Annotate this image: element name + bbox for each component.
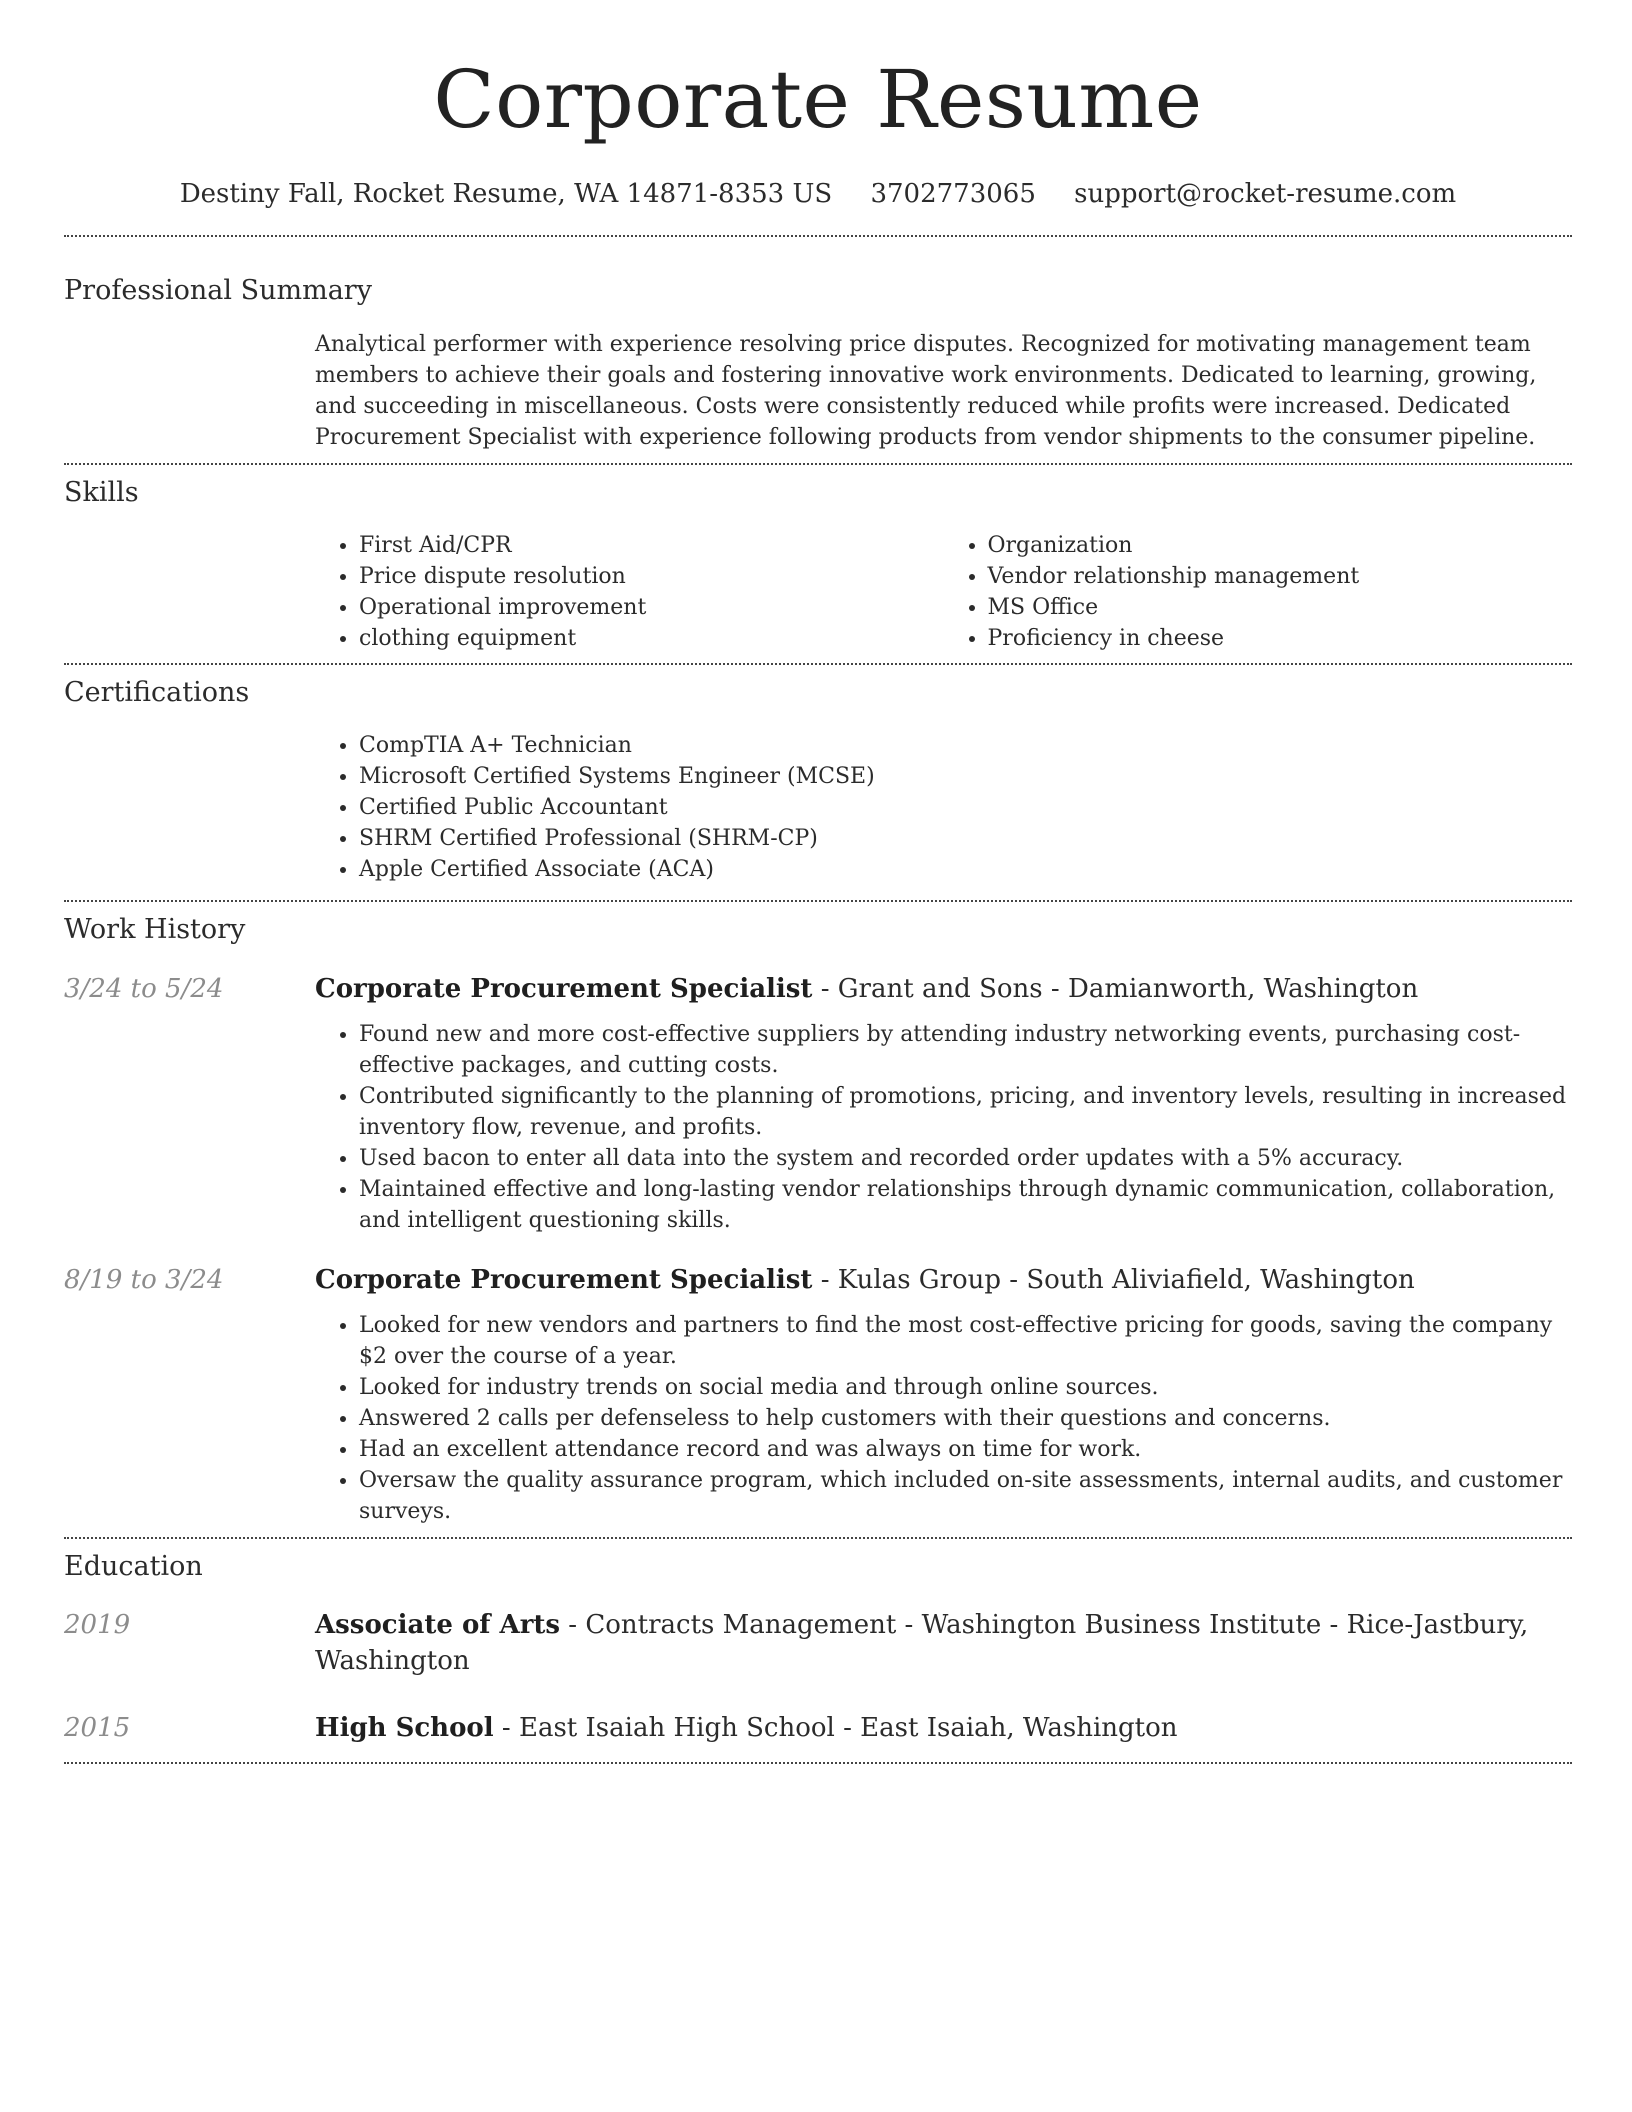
job-title: Corporate Procurement Specialist: [315, 1265, 813, 1295]
education-field: Contracts Management: [585, 1610, 897, 1640]
job-dates: 8/19 to 3/24: [64, 1265, 224, 1295]
divider: [64, 900, 1572, 902]
job-bullet: • Maintained effective and long-lasting vendor relationships through dynamic communication, collaboration, and intelligent questioning skills.: [359, 1174, 1572, 1236]
skills-list-right: [944, 530, 1573, 654]
education-degree: Associate of Arts: [315, 1610, 561, 1640]
education-school: Washington Business Institute: [921, 1610, 1322, 1640]
certification-item: • SHRM Certified Professional (SHRM-CP): [359, 823, 1572, 854]
contact-email: support@rocket-resume.com: [1074, 179, 1457, 209]
education-line: High School - East Isaiah High School - East Isaiah, Washington: [315, 1713, 1178, 1743]
job-bullet-list: [315, 1019, 1572, 1236]
job-location: Damianworth, Washington: [1067, 974, 1419, 1004]
job-title-line: Corporate Procurement Specialist - Kulas Group - South Aliviafield, Washington: [315, 1265, 1415, 1295]
job-dates: 3/24 to 5/24: [64, 974, 224, 1004]
education-degree: High School: [315, 1713, 494, 1743]
skill-item: • Operational improvement: [359, 592, 944, 623]
divider: [64, 1762, 1572, 1764]
skill-item: • Proficiency in cheese: [988, 623, 1573, 654]
skill-item: • MS Office: [988, 592, 1573, 623]
education-line: Associate of Arts - Contracts Management - Washington Business Institute - Rice-Jastbury, Washington: [315, 1610, 1529, 1676]
contact-phone: 3702773065: [870, 179, 1036, 209]
skill-item: • Organization: [988, 530, 1573, 561]
job-bullet: • Looked for industry trends on social media and through online sources.: [359, 1372, 1572, 1403]
job-header: [64, 1262, 1572, 1298]
education-location: East Isaiah, Washington: [860, 1713, 1178, 1743]
job-bullet: • Used bacon to enter all data into the system and recorded order updates with a 5% accuracy.: [359, 1143, 1572, 1174]
skill-item: • Vendor relationship management: [988, 561, 1573, 592]
job-company: Kulas Group: [837, 1265, 1002, 1295]
certification-item: • CompTIA A+ Technician: [359, 730, 1572, 761]
divider: [64, 1537, 1572, 1539]
divider: [64, 235, 1572, 237]
job-bullet: • Found new and more cost-effective suppliers by attending industry networking events, purchasing cost-effective packages, and cutting costs.: [359, 1019, 1572, 1081]
education-location: Rice-Jastbury, Washington: [315, 1610, 1529, 1676]
job-bullet: • Contributed significantly to the planning of promotions, pricing, and inventory levels, resulting in increased inventory flow, revenue, and profits.: [359, 1081, 1572, 1143]
education-year: 2015: [64, 1713, 131, 1743]
education-year: 2019: [64, 1610, 131, 1640]
resume-title: Corporate Resume: [433, 53, 1203, 146]
skill-item: • First Aid/CPR: [359, 530, 944, 561]
work-section: [64, 912, 1572, 1527]
job-bullet: • Looked for new vendors and partners to find the most cost-effective pricing for goods, saving the company $2 over the course of a year.: [359, 1310, 1572, 1372]
certifications-heading: Certifications: [64, 677, 250, 708]
education-heading: Education: [64, 1551, 203, 1582]
skills-list-left: [315, 530, 944, 654]
job-bullet: • Oversaw the quality assurance program, which included on-site assessments, internal audits, and customer surveys.: [359, 1465, 1572, 1527]
certification-item: • Microsoft Certified Systems Engineer (MCSE): [359, 761, 1572, 792]
resume-page: [64, 0, 1572, 1764]
divider: [64, 463, 1572, 465]
certifications-list: [315, 730, 1572, 885]
work-heading: Work History: [64, 914, 246, 945]
education-entry: [64, 1710, 1572, 1746]
certifications-section: [64, 675, 1572, 885]
divider: [64, 663, 1572, 665]
summary-heading: Professional Summary: [64, 275, 372, 306]
job-bullets: [315, 1019, 1572, 1236]
skill-item: • clothing equipment: [359, 623, 944, 654]
job-bullets: [315, 1310, 1572, 1527]
summary-section: [64, 273, 1572, 453]
job-bullet: • Answered 2 calls per defenseless to help customers with their questions and concerns.: [359, 1403, 1572, 1434]
certifications-content: [315, 730, 1572, 885]
education-section: [64, 1549, 1572, 1746]
contact-address: Destiny Fall, Rocket Resume, WA 14871-8353 US: [179, 179, 833, 209]
education-school: East Isaiah High School: [518, 1713, 835, 1743]
job-company: Grant and Sons: [837, 974, 1043, 1004]
job-title: Corporate Procurement Specialist: [315, 974, 813, 1004]
job-header: [64, 971, 1572, 1007]
skills-columns: [315, 530, 1572, 654]
skills-section: [64, 475, 1572, 654]
certification-item: • Certified Public Accountant: [359, 792, 1572, 823]
contact-line: [64, 176, 1572, 212]
job-bullet-list: [315, 1310, 1572, 1527]
job-bullet: • Had an excellent attendance record and was always on time for work.: [359, 1434, 1572, 1465]
skills-heading: Skills: [64, 477, 139, 508]
education-entry: [64, 1607, 1572, 1679]
job-title-line: Corporate Procurement Specialist - Grant and Sons - Damianworth, Washington: [315, 974, 1419, 1004]
job-location: South Aliviafield, Washington: [1026, 1265, 1415, 1295]
summary-text: Analytical performer with experience resolving price disputes. Recognized for motivating management team members to achieve their goals and fostering innovative work environments. Dedicated to learning, growing, and succeeding in miscellaneous. Costs were consistently reduced while profits were increased. Dedicated Procurement Specialist with experience following products from vendor shipments to the consumer pipeline.: [315, 332, 1537, 450]
certification-item: • Apple Certified Associate (ACA): [359, 854, 1572, 885]
skill-item: • Price dispute resolution: [359, 561, 944, 592]
